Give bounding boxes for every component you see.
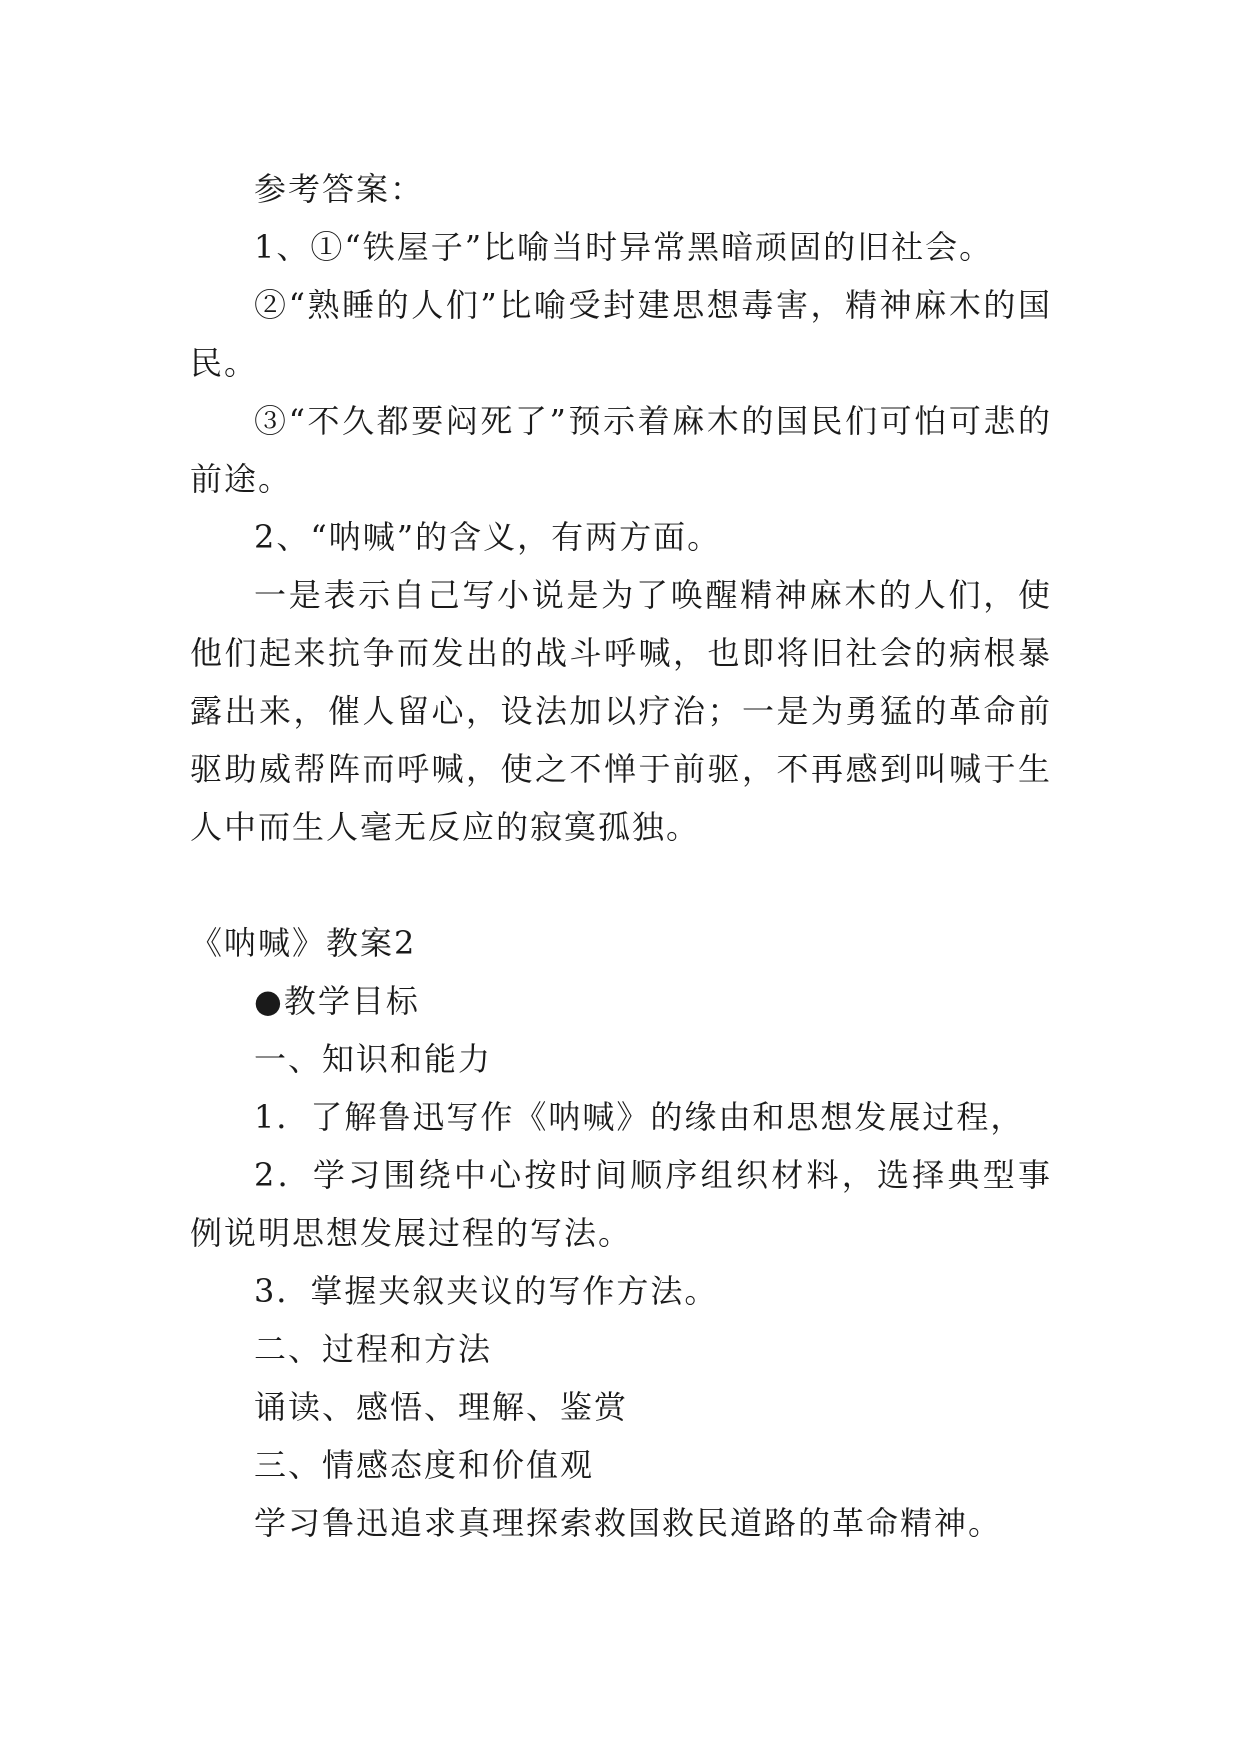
knowledge-ability-heading: 一、知识和能力 xyxy=(254,1040,493,1078)
answer-1-sleeping-people: ②“熟睡的人们”比喻受封建思想毒害，精神麻木的国民。 xyxy=(190,286,1052,382)
goal-item-1: 1．了解鲁迅写作《呐喊》的缘由和思想发展过程， xyxy=(254,1098,1025,1136)
answer-1-iron-house: 1、①“铁屋子”比喻当时异常黑暗顽固的旧社会。 xyxy=(254,228,994,266)
answer-2-intro: 2、“呐喊”的含义，有两方面。 xyxy=(254,518,722,556)
document-body xyxy=(190,160,1052,1552)
emotion-values-body: 学习鲁迅追求真理探索救国救民道路的革命精神。 xyxy=(254,1504,1003,1542)
lesson-plan-title: 《呐喊》教案2 xyxy=(190,924,417,962)
answer-heading: 参考答案： xyxy=(254,170,425,208)
emotion-values-heading: 三、情感态度和价值观 xyxy=(254,1446,595,1484)
process-method-heading: 二、过程和方法 xyxy=(254,1330,493,1368)
goal-item-3: 3．掌握夹叙夹议的写作方法。 xyxy=(254,1272,719,1310)
teaching-goals-heading: ●教学目标 xyxy=(254,982,420,1020)
goal-item-2: 2．学习围绕中心按时间顺序组织材料，选择典型事例说明思想发展过程的写法。 xyxy=(190,1156,1052,1252)
section-gap xyxy=(190,856,1052,914)
answer-2-body: 一是表示自己写小说是为了唤醒精神麻木的人们，使他们起来抗争而发出的战斗呼喊，也即将旧社会的病根暴露出来，催人留心，设法加以疗治；一是为勇猛的革命前驱助威帮阵而呼喊，使之不惮于前驱，不再感到叫喊于生人中而生人毫无反应的寂寞孤独。 xyxy=(190,576,1052,846)
answer-1-suffocate: ③“不久都要闷死了”预示着麻木的国民们可怕可悲的前途。 xyxy=(190,402,1052,498)
process-method-body: 诵读、感悟、理解、鉴赏 xyxy=(254,1388,629,1426)
